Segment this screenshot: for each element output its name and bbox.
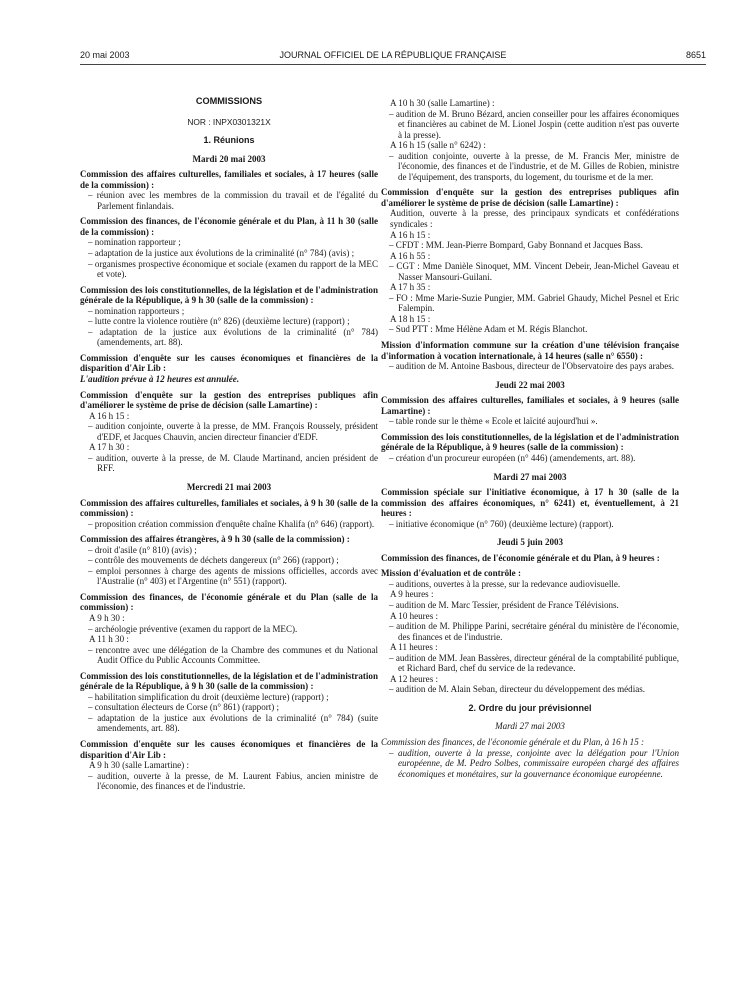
time-slot: A 10 heures : xyxy=(390,610,438,621)
agenda-item: – proposition création commission d'enquête chaîne Khalifa (n° 646) (rapport). xyxy=(88,518,375,529)
agenda-item: – nomination rapporteur ; xyxy=(88,237,181,248)
section-heading: 2. Ordre du jour prévisionnel xyxy=(468,702,592,713)
right-column xyxy=(381,98,679,779)
agenda-item: – réunion avec les membres de la commission du travail et de l'égalité du Parlement finlandais. xyxy=(88,190,378,211)
time-slot: A 16 h 55 : xyxy=(390,250,431,261)
left-column xyxy=(80,96,378,792)
commission-heading: Commission des finances, de l'économie générale et du Plan, à 9 heures : xyxy=(381,552,660,563)
agenda-item: – Sud PTT : Mme Hélène Adam et M. Régis Blanchot. xyxy=(389,324,588,335)
notice-text: L'audition prévue à 12 heures est annulée. xyxy=(80,374,240,385)
agenda-item: – habilitation simplification du droit (deuxième lecture) (rapport) ; xyxy=(88,691,329,702)
commission-heading: Commission des affaires culturelles, familiales et sociales, à 9 heures (salle Lamartine) : xyxy=(381,395,679,416)
agenda-item: – audition conjointe, ouverte à la presse, de M. Francis Mer, ministre de l'économie, des finances et de l'industrie, et de M. Gilles de Robien, ministre de l'équipement, des transports, du logement, du tourisme et de la mer. xyxy=(389,150,679,182)
agenda-item: – contrôle des mouvements de déchets dangereux (n° 266) (rapport) ; xyxy=(88,555,339,566)
agenda-item: – audition, ouverte à la presse, de M. Laurent Fabius, ancien ministre de l'économie, des finances et de l'industrie. xyxy=(88,770,378,792)
agenda-item: – FO : Mme Marie-Suzie Pungier, MM. Gabriel Ghaudy, Michel Pesnel et Eric Falempin. xyxy=(389,292,679,314)
date-heading: Mercredi 21 mai 2003 xyxy=(186,481,272,492)
agenda-item: – audition de M. Alain Seban, directeur du développement des médias. xyxy=(389,684,646,695)
section-heading: 1. Réunions xyxy=(203,135,255,146)
section-title: COMMISSIONS xyxy=(195,96,263,106)
agenda-item: – adaptation de la justice aux évolutions de la criminalité (n° 784) (avis) ; xyxy=(88,248,355,259)
commission-heading: Commission des lois constitutionnelles, de la législation et de l'administration générale de la République, à 9 heures (salle de la commission) : xyxy=(381,431,679,453)
agenda-item: – audition de M. Antoine Basbous, directeur de l'Observatoire des pays arabes. xyxy=(389,361,675,372)
agenda-item: – initiative économique (n° 760) (deuxième lecture) (rapport). xyxy=(389,518,614,529)
agenda-item: – audition de M. Philippe Parini, secrétaire général du ministère de l'économie, des finances et de l'industrie. xyxy=(389,621,679,642)
commission-heading: Commission spéciale sur l'initiative économique, à 17 h 30 (salle de la commission des affaires économiques, n° 6241) et, éventuellement, à 21 heures : xyxy=(381,487,679,519)
time-slot: A 16 h 15 : xyxy=(89,410,130,421)
agenda-item: – table ronde sur le thème « Ecole et laïcité aujourd'hui ». xyxy=(389,416,598,427)
date-heading: Mardi 27 mai 2003 xyxy=(493,471,567,482)
agenda-item: – consultation électeurs de Corse (n° 861) (rapport) ; xyxy=(88,702,280,713)
header-rule xyxy=(80,64,706,65)
agenda-item: – audition, ouverte à la presse, de M. Claude Martinand, ancien président de RFF. xyxy=(88,452,378,474)
agenda-item: – rencontre avec une délégation de la Chambre des communes et du National Audit Office du Public Accounts Committee. xyxy=(88,644,378,666)
time-slot: A 9 h 30 : xyxy=(89,612,125,623)
nor-reference: NOR : INPX0301321X xyxy=(187,116,271,127)
commission-heading: Commission des affaires culturelles, familiales et sociales, à 9 h 30 (salle de la commission) : xyxy=(80,497,378,519)
time-slot: A 17 h 35 : xyxy=(390,282,431,293)
agenda-item: – CFDT : MM. Jean-Pierre Bompard, Gaby Bonnand et Jacques Bass. xyxy=(389,240,643,251)
time-slot: A 9 heures : xyxy=(390,589,434,600)
page-header xyxy=(80,50,706,64)
commission-heading: Commission des affaires étrangères, à 9 h 30 (salle de la commission) : xyxy=(80,534,350,545)
agenda-item: – droit d'asile (n° 810) (avis) ; xyxy=(88,544,197,555)
time-slot: A 17 h 30 : xyxy=(89,442,130,453)
agenda-item: – audition, ouverte à la presse, conjointe avec la délégation pour l'Union européenne, de M. Pedro Solbes, commissaire européen chargé des affaires économiques et monétaires, sur la gouvernance économique européenne. xyxy=(389,747,679,779)
date-heading: Jeudi 22 mai 2003 xyxy=(495,379,565,390)
time-slot: A 9 h 30 (salle Lamartine) : xyxy=(89,760,189,771)
time-slot: A 12 heures : xyxy=(390,673,438,684)
commission-heading: Commission d'enquête sur la gestion des entreprises publiques afin d'améliorer le système de prise de décision (salle Lamartine) : xyxy=(80,389,378,411)
commission-heading: Commission des lois constitutionnelles, de la législation et de l'administration générale de la République, à 9 h 30 (salle de la commission) : xyxy=(80,670,378,692)
agenda-item: – création d'un procureur européen (n° 446) (amendements, art. 88). xyxy=(389,452,636,463)
commission-heading: Commission des finances, de l'économie générale et du Plan, à 11 h 30 (salle de la commission) : xyxy=(80,216,378,237)
agenda-item: – audition conjointe, ouverte à la presse, de MM. François Roussely, président d'EDF, et Jacques Chauvin, ancien directeur financier d'EDF. xyxy=(88,421,378,442)
agenda-item: – emploi personnes à charge des agents de missions officielles, accords avec l'Australie (n° 403) et l'Argentine (n° 551) (rapport). xyxy=(88,565,378,587)
commission-heading: Mission d'évaluation et de contrôle : xyxy=(381,568,521,579)
time-slot: A 16 h 15 (salle n° 6242) : xyxy=(390,140,486,151)
agenda-item: – auditions, ouvertes à la presse, sur la redevance audiovisuelle. xyxy=(389,578,621,589)
time-slot: A 10 h 30 (salle Lamartine) : xyxy=(390,98,495,108)
commission-heading: Mission d'information commune sur la création d'une télévision française d'information à vocation internationale, à 14 heures (salle n° 6550) : xyxy=(381,340,679,361)
commission-heading: Commission d'enquête sur les causes économiques et financières de la disparition d'Air Lib : xyxy=(80,738,378,760)
commission-heading: Commission des affaires culturelles, familiales et sociales, à 17 heures (salle de la commission) : xyxy=(80,169,378,190)
body-text: Audition, ouverte à la presse, des principaux syndicats et confédérations syndicales : xyxy=(390,208,679,230)
commission-heading: Commission d'enquête sur les causes économiques et financières de la disparition d'Air Lib : xyxy=(80,352,378,374)
date-heading: Mardi 27 mai 2003 xyxy=(495,721,565,732)
agenda-item: – adaptation de la justice aux évolutions de la criminalité (n° 784) (amendements, art. 88). xyxy=(88,326,378,348)
agenda-item: – nomination rapporteurs ; xyxy=(88,305,185,316)
agenda-item: – archéologie préventive (examen du rapport de la MEC). xyxy=(88,623,298,634)
agenda-item: – adaptation de la justice aux évolutions de la criminalité (n° 784) (suite amendements, art. 88). xyxy=(88,712,378,734)
agenda-item: – audition de MM. Jean Bassères, directeur général de la comptabilité publique, et Richard Bard, chef du service de la redevance. xyxy=(389,652,679,674)
agenda-item: – CGT : Mme Danièle Sinoquet, MM. Vincent Debeir, Jean-Michel Gaveau et Nasser Mansouri-Guilani. xyxy=(389,261,679,282)
time-slot: A 16 h 15 : xyxy=(390,229,431,240)
time-slot: A 11 h 30 : xyxy=(89,634,129,645)
agenda-item: – audition de M. Bruno Bézard, ancien conseiller pour les affaires économiques et financières au cabinet de M. Lionel Jospin (cette audition n'est pas ouverte à la presse). xyxy=(389,108,679,140)
agenda-item: – organismes prospective économique et sociale (examen du rapport de la MEC et vote). xyxy=(88,258,378,280)
commission-heading: Commission des lois constitutionnelles, de la législation et de l'administration générale de la République, à 9 h 30 (salle de la commission) : xyxy=(80,284,378,306)
date-heading: Jeudi 5 juin 2003 xyxy=(496,537,564,548)
time-slot: A 11 heures : xyxy=(390,642,438,653)
commission-heading: Commission des finances, de l'économie générale et du Plan (salle de la commission) : xyxy=(80,591,378,613)
agenda-item: – lutte contre la violence routière (n° 826) (deuxième lecture) (rapport) ; xyxy=(88,316,350,327)
header-date: 20 mai 2003 xyxy=(80,50,130,60)
agenda-item: – audition de M. Marc Tessier, président de France Télévisions. xyxy=(389,599,619,610)
commission-heading: Commission des finances, de l'économie générale et du Plan, à 16 h 15 : xyxy=(381,736,644,747)
time-slot: A 18 h 15 : xyxy=(390,313,431,324)
date-heading: Mardi 20 mai 2003 xyxy=(192,153,266,164)
commission-heading: Commission d'enquête sur la gestion des entreprises publiques afin d'améliorer le système de prise de décision (salle Lamartine) : xyxy=(381,187,679,208)
journal-title: JOURNAL OFFICIEL DE LA RÉPUBLIQUE FRANÇAISE xyxy=(279,50,507,60)
page-number: 8651 xyxy=(685,50,706,60)
